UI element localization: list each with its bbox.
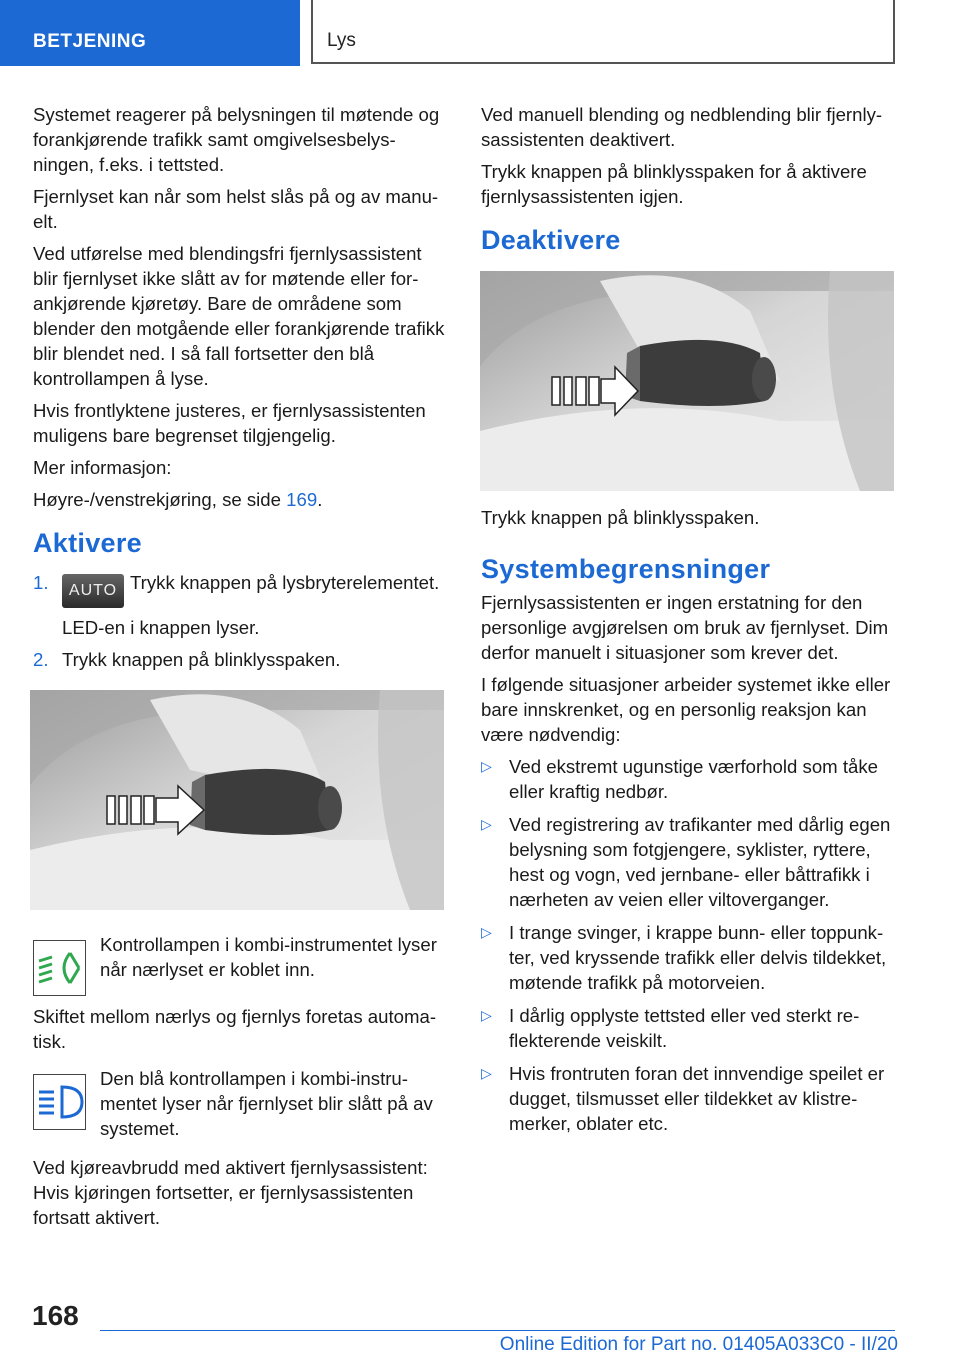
paragraph: Fjernlysassistenten er ingen erstatning for den personlige avgjørelsen om bruk av fjernlyset. Dim derfor manuelt i situasjoner som krever det. (481, 592, 889, 663)
page-link[interactable]: 169 (286, 489, 318, 510)
intro-paragraph: Hvis frontlyktene justeres, er fjernlysassistenten muligens bare begrenset tilgjengelig. (33, 400, 426, 446)
turn-signal-lever-illustration (480, 271, 894, 491)
figure-caption: Trykk knappen på blinklysspaken. (481, 507, 760, 528)
list-item-text: I trange svinger, i krappe bunn- eller toppunkter, ved kryssende trafikk eller delvis tildekket, møtende trafikk på motorveien. (509, 922, 887, 993)
edition-link[interactable]: Online Edition for Part no. 01405A033C0 - II/20 (499, 1334, 898, 1355)
step-subtext: LED-en i knappen lyser. (62, 617, 260, 638)
limitation-list (481, 754, 897, 1136)
bullet-marker: ▷ (481, 1007, 492, 1023)
heading-aktivere: Aktivere (33, 528, 142, 558)
step-number: 1. (33, 572, 49, 593)
bullet-marker: ▷ (481, 758, 492, 774)
heading-deaktivere: Deaktivere (481, 225, 621, 255)
paragraph: I følgende situasjoner arbeider systemet ikke eller bare innskrenket, og en personlig reaksjon kan være nødvendig: (481, 674, 891, 745)
note-text: Den blå kontrollampen i kombi-instrumentet lyser når fjernlyset blir slått på av systemet. (100, 1068, 433, 1139)
cross-reference-end: . (317, 489, 323, 510)
bullet-marker: ▷ (481, 924, 492, 940)
auto-button-icon: AUTO (62, 574, 124, 608)
switch-paragraph: Skiftet mellom nærlys og fjernlys foretas automatisk. (33, 1006, 437, 1052)
outro-paragraph: Ved kjøreavbrudd med aktivert fjernlysassistent: Hvis kjøringen fortsetter, er fjernlysassistenten fortsatt aktivert. (33, 1157, 428, 1228)
low-beam-note (33, 932, 445, 990)
list-item-text: I dårlig opplyste tettsted eller ved sterkt reflekterende veiskilt. (509, 1005, 860, 1051)
left-column (33, 102, 445, 1237)
cross-reference-text: Høyre-/venstrekjøring, se side (33, 489, 287, 510)
high-beam-note (33, 1066, 445, 1141)
low-beam-indicator-icon (33, 940, 86, 996)
bullet-marker: ▷ (481, 1065, 492, 1081)
list-item (481, 812, 897, 912)
page-number: 168 (32, 1300, 79, 1331)
page-header (0, 0, 960, 66)
list-item (481, 920, 897, 995)
list-item (481, 754, 897, 804)
turn-signal-lever-illustration (30, 690, 444, 910)
chapter-title: Lys (311, 0, 895, 64)
intro-paragraph: Systemet reagerer på belysningen til møtende og forankjørende trafikk samt omgivelsesbelysningen, f.eks. i tettsted. (33, 104, 440, 175)
intro-paragraph: Ved utførelse med blendingsfri fjernlysassistent blir fjernlyset ikke slått av for møtende eller forankjørende kjøretøy. Bare de områdene som blender den motgående eller forankjørende trafikk blir blendet ned. I så fall fortsetter den blå kontrollampen å lyse. (33, 243, 445, 389)
intro-paragraph: Mer informasjon: (33, 457, 172, 478)
footer-divider (100, 1330, 895, 1331)
right-column (481, 102, 897, 1144)
step-text: Trykk knappen på lysbryterelementet. (130, 572, 440, 593)
note-text: Kontrollampen i kombi-instrumentet lyser når nærlyset er koblet inn. (100, 934, 437, 980)
list-item-text: Ved ekstremt ugunstige værforhold som tåke eller kraftig nedbør. (509, 756, 878, 802)
step-text: Trykk knappen på blinklysspaken. (62, 649, 341, 670)
step-number: 2. (33, 649, 49, 670)
step-item (33, 647, 445, 672)
list-item-text: Ved registrering av trafikanter med dårlig egen belysning som fotgjengere, syklister, ryttere, hest og vogn, ved jernbane- eller båttrafikk i nærheten av veien eller viltoverganger. (509, 814, 891, 910)
intro-paragraph: Fjernlyset kan når som helst slås på og av manuelt. (33, 186, 439, 232)
paragraph: Ved manuell blending og nedblending blir fjernlysassistenten deaktivert. (481, 104, 883, 150)
cross-reference (33, 487, 445, 512)
activation-steps (33, 570, 445, 672)
high-beam-indicator-icon (33, 1074, 86, 1130)
bullet-marker: ▷ (481, 816, 492, 832)
page-footer (0, 1290, 960, 1362)
paragraph: Trykk knappen på blinklysspaken for å aktivere fjernlysassistenten igjen. (481, 161, 867, 207)
list-item (481, 1061, 897, 1136)
section-tab: BETJENING (0, 0, 300, 66)
list-item (481, 1003, 897, 1053)
step-item (33, 570, 445, 640)
heading-systembegrensninger: Systembegrensninger (481, 554, 771, 584)
list-item-text: Hvis frontruten foran det innvendige speilet er dugget, tilsmusset eller tildekket av klistremerker, oblater etc. (509, 1063, 885, 1134)
